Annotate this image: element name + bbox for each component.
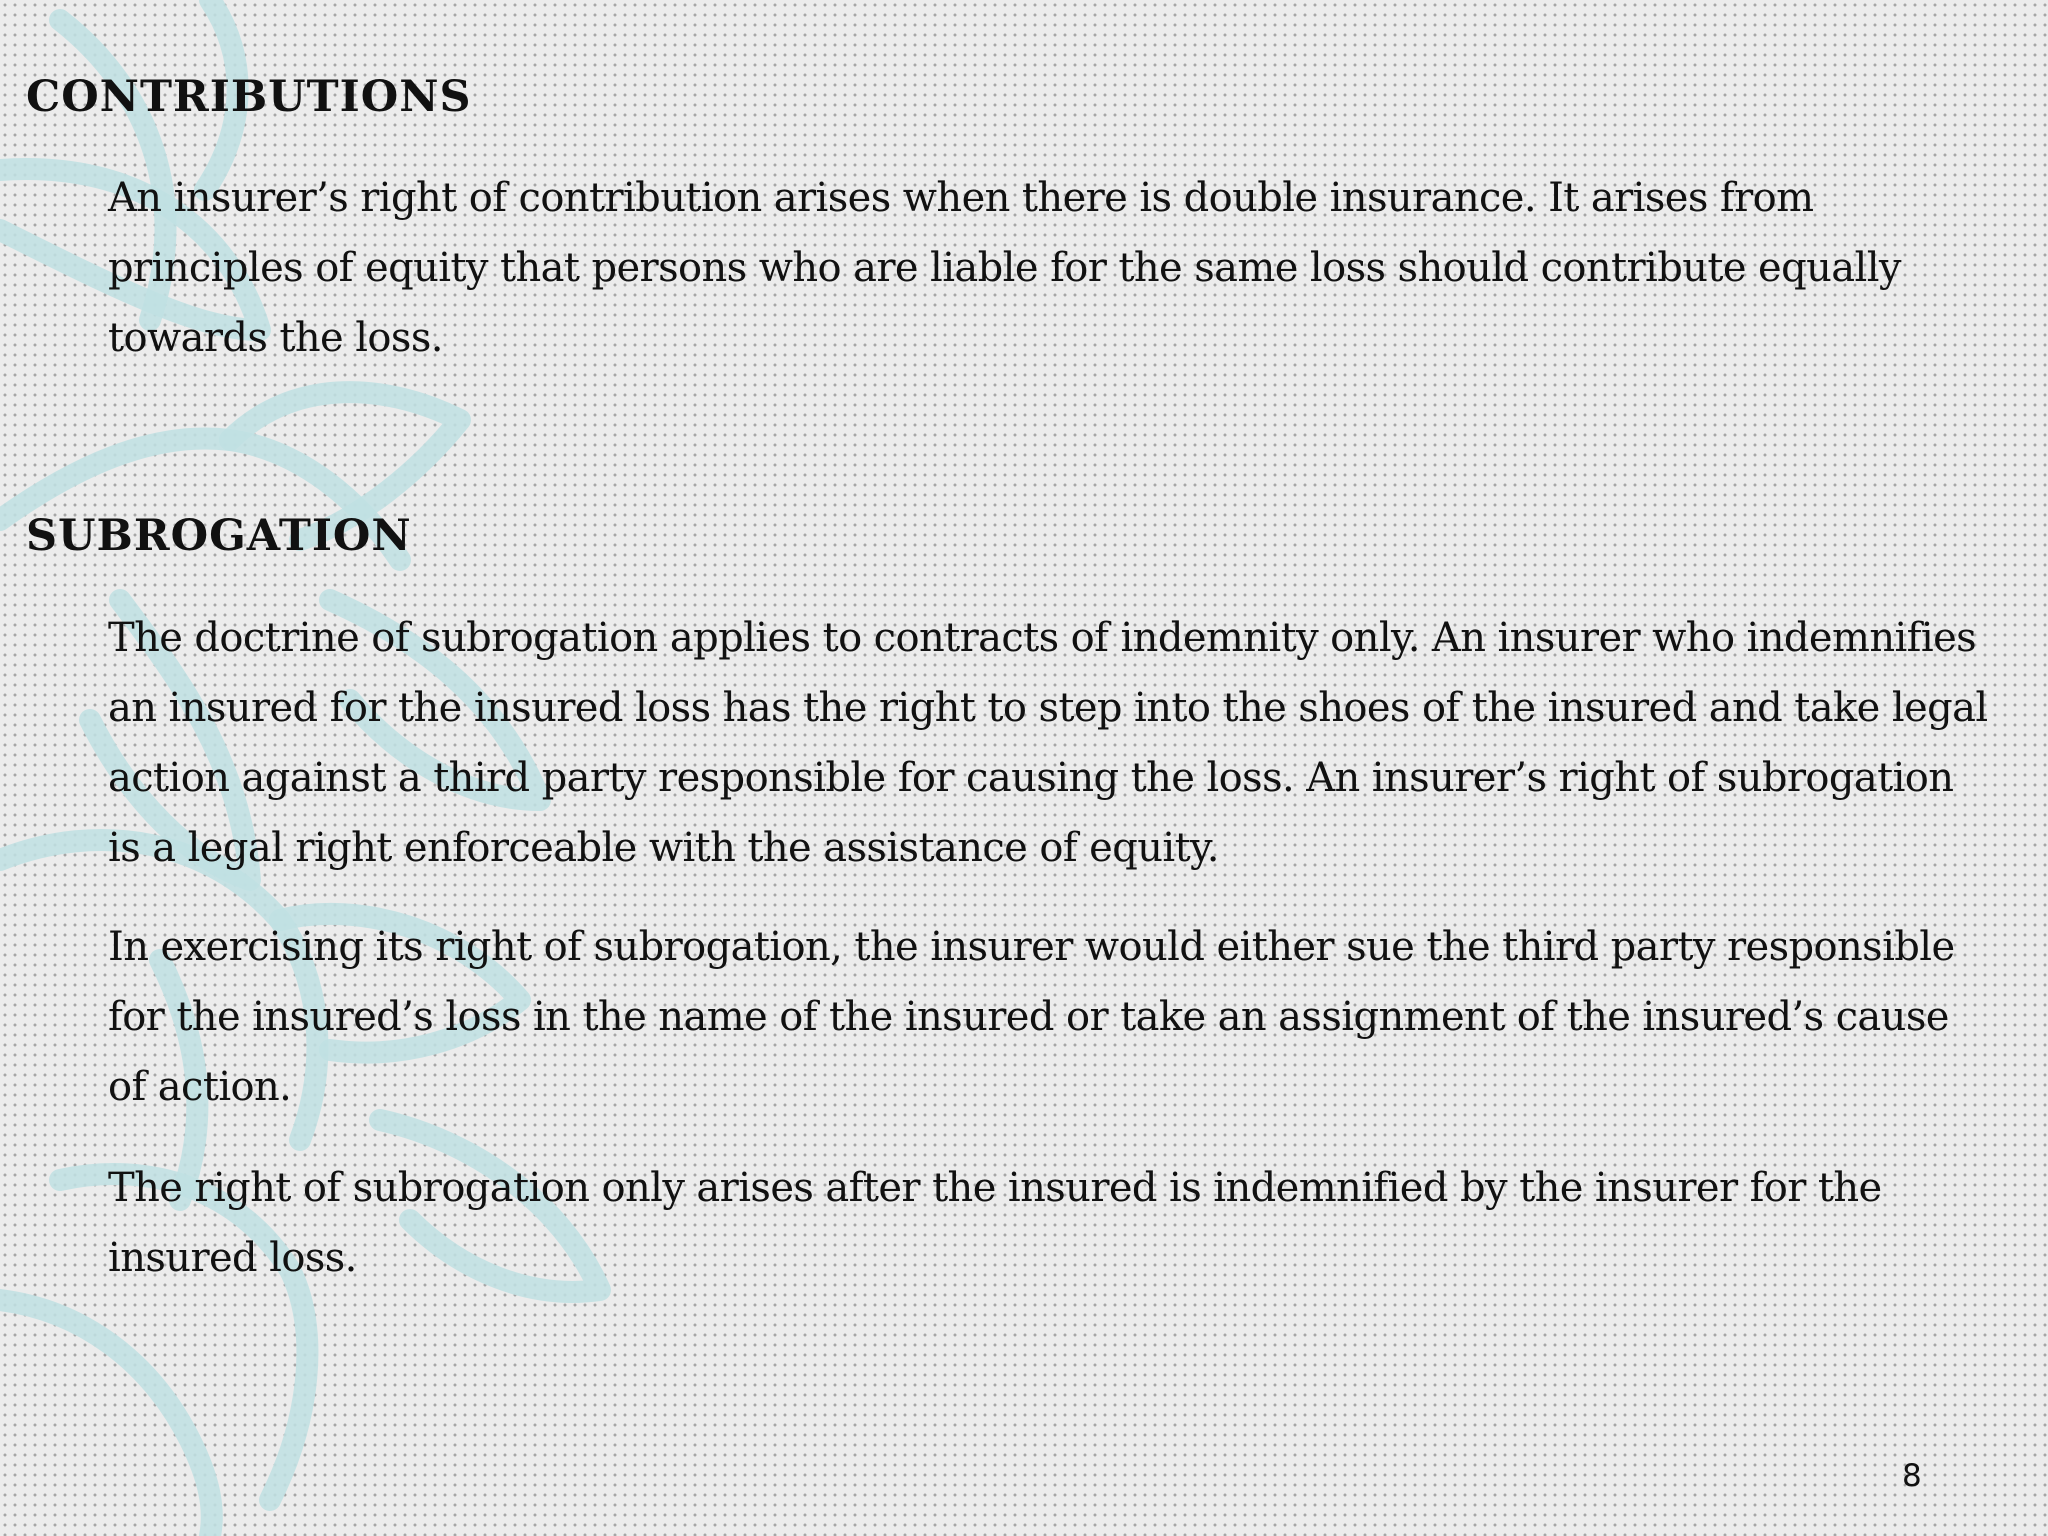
- paragraph-subrogation-timing: The right of subrogation only arises after the insured is indemnified by the insurer for the insured loss.: [108, 1165, 1882, 1281]
- paragraph-subrogation-exercise: In exercising its right of subrogation, the insurer would either sue the third party responsible for the insured’s loss in the name of the insured or take an assignment of the insured’s cause of action.: [108, 924, 1955, 1110]
- paragraph-subrogation-doctrine: The doctrine of subrogation applies to contracts of indemnity only. An insurer who indemnifies an insured for the insured loss has the right to step into the shoes of the insured and take legal action against a third party responsible for causing the loss. An insurer’s right of subrogation is a legal right enforceable with the assistance of equity.: [108, 615, 1988, 871]
- paragraph-contributions: An insurer’s right of contribution arises when there is double insurance. It arises from principles of equity that persons who are liable for the same loss should contribute equally towards the loss.: [108, 175, 1901, 361]
- section-heading-contributions: CONTRIBUTIONS: [26, 72, 472, 122]
- page-number: 8: [1902, 1458, 1922, 1494]
- section-heading-subrogation: SUBROGATION: [26, 511, 412, 561]
